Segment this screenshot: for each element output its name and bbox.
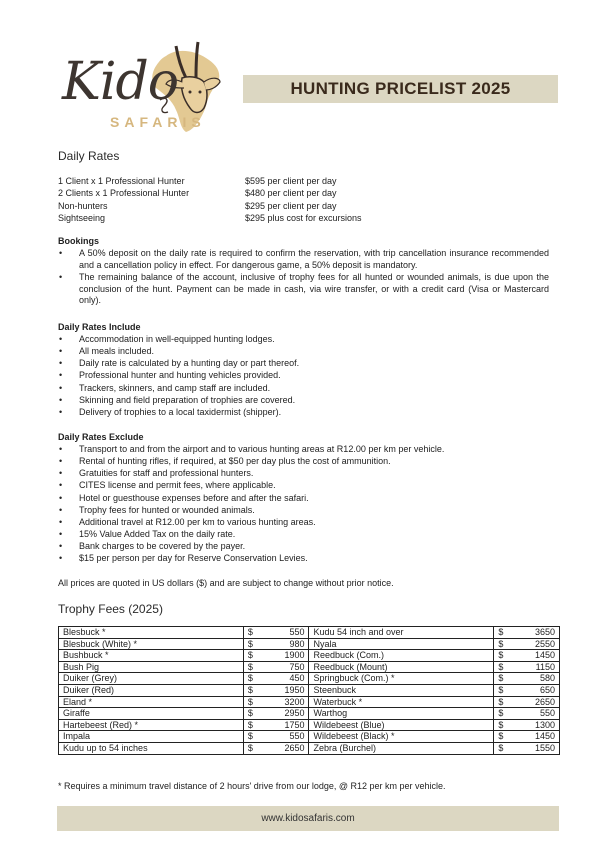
- currency-symbol: $: [494, 696, 514, 708]
- includes-heading: Daily Rates Include: [58, 322, 141, 332]
- includes-item: • Skinning and field preparation of trophies are covered.: [58, 395, 549, 407]
- price-value: 3650: [514, 627, 560, 639]
- animal-name: Bushbuck *: [59, 650, 244, 662]
- currency-symbol: $: [243, 731, 263, 743]
- excludes-item: • Bank charges to be covered by the payer.: [58, 541, 549, 553]
- excludes-item: • Gratuities for staff and professional hunters.: [58, 468, 549, 480]
- bookings-section: [58, 236, 549, 308]
- price-value: 1150: [514, 661, 560, 673]
- includes-item: • Professional hunter and hunting vehicles provided.: [58, 370, 549, 382]
- currency-symbol: $: [243, 719, 263, 731]
- includes-section: [58, 322, 549, 419]
- price-value: 550: [263, 627, 309, 639]
- currency-symbol: $: [243, 684, 263, 696]
- page-title: HUNTING PRICELIST 2025: [290, 79, 511, 98]
- currency-symbol: $: [243, 673, 263, 685]
- animal-name: Eland *: [59, 696, 244, 708]
- currency-symbol: $: [494, 661, 514, 673]
- daily-rates-heading: Daily Rates: [58, 149, 120, 163]
- currency-symbol: $: [494, 731, 514, 743]
- animal-name: Wildebeest (Black) *: [309, 731, 494, 743]
- bookings-heading: Bookings: [58, 236, 100, 246]
- currency-symbol: $: [243, 650, 263, 662]
- trophy-row: [59, 731, 560, 743]
- currency-symbol: $: [243, 696, 263, 708]
- rate-row: [58, 175, 362, 187]
- animal-name: Nyala: [309, 638, 494, 650]
- currency-symbol: $: [243, 661, 263, 673]
- price-value: 2650: [263, 742, 309, 754]
- excludes-section: [58, 432, 549, 566]
- rate-value: $480 per client per day: [245, 188, 337, 199]
- excludes-item: • Transport to and from the airport and to various hunting areas at R12.00 per km per vehicle.: [58, 444, 549, 456]
- includes-item: • Accommodation in well-equipped hunting lodges.: [58, 334, 549, 346]
- currency-symbol: $: [243, 627, 263, 639]
- excludes-item: • Rental of hunting rifles, if required, at $50 per day plus the cost of ammunition.: [58, 456, 549, 468]
- rate-row: [58, 212, 362, 224]
- currency-symbol: $: [243, 708, 263, 720]
- rate-label: 1 Client x 1 Professional Hunter: [58, 176, 185, 186]
- includes-item: • Trackers, skinners, and camp staff are included.: [58, 383, 549, 395]
- price-value: 1950: [263, 684, 309, 696]
- currency-symbol: $: [494, 673, 514, 685]
- excludes-item: • 15% Value Added Tax on the daily rate.: [58, 529, 549, 541]
- trophy-row: [59, 650, 560, 662]
- excludes-heading: Daily Rates Exclude: [58, 432, 144, 442]
- animal-name: Warthog: [309, 708, 494, 720]
- rate-label: Non-hunters: [58, 200, 108, 211]
- rate-row: [58, 187, 362, 199]
- title-banner: [243, 75, 558, 103]
- price-value: 1450: [514, 731, 560, 743]
- rate-value: $295 per client per day: [245, 200, 337, 211]
- bookings-item: • A 50% deposit on the daily rate is required to confirm the reservation, with trip cancellation insurance recommended and a cancellation policy in effect. For dangerous game, a 50% deposit is mandatory.: [58, 248, 549, 272]
- website-link[interactable]: www.kidosafaris.com: [261, 813, 355, 824]
- excludes-item: • Trophy fees for hunted or wounded animals.: [58, 505, 549, 517]
- currency-symbol: $: [494, 742, 514, 754]
- excludes-item: • CITES license and permit fees, where applicable.: [58, 480, 549, 492]
- price-value: 1550: [514, 742, 560, 754]
- includes-item: • Delivery of trophies to a local taxidermist (shipper).: [58, 407, 549, 419]
- price-value: 1750: [263, 719, 309, 731]
- animal-name: Springbuck (Com.) *: [309, 673, 494, 685]
- includes-item: • Daily rate is calculated by a hunting day or part thereof.: [58, 358, 549, 370]
- animal-name: Hartebeest (Red) *: [59, 719, 244, 731]
- currency-symbol: $: [243, 638, 263, 650]
- excludes-item: • Hotel or guesthouse expenses before and after the safari.: [58, 493, 549, 505]
- currency-symbol: $: [494, 684, 514, 696]
- animal-name: Kudu up to 54 inches: [59, 742, 244, 754]
- price-value: 3200: [263, 696, 309, 708]
- animal-name: Bush Pig: [59, 661, 244, 673]
- excludes-item: • Additional travel at R12.00 per km to various hunting areas.: [58, 517, 549, 529]
- price-value: 580: [514, 673, 560, 685]
- price-value: 1900: [263, 650, 309, 662]
- trophy-row: [59, 696, 560, 708]
- animal-name: Blesbuck *: [59, 627, 244, 639]
- price-value: 1300: [514, 719, 560, 731]
- includes-item: • All meals included.: [58, 346, 549, 358]
- company-logo: [52, 36, 232, 136]
- brand-name: Kido: [62, 52, 179, 112]
- trophy-row: [59, 742, 560, 754]
- price-value: 980: [263, 638, 309, 650]
- currency-symbol: $: [494, 638, 514, 650]
- animal-name: Kudu 54 inch and over: [309, 627, 494, 639]
- trophy-row: [59, 708, 560, 720]
- price-value: 450: [263, 673, 309, 685]
- price-value: 2650: [514, 696, 560, 708]
- animal-name: Giraffe: [59, 708, 244, 720]
- price-value: 2950: [263, 708, 309, 720]
- rate-label: Sightseeing: [58, 212, 106, 223]
- excludes-item: • $15 per person per day for Reserve Conservation Levies.: [58, 553, 549, 565]
- trophy-row: [59, 719, 560, 731]
- footer-banner: [57, 806, 559, 831]
- rate-row: [58, 200, 362, 212]
- price-value: 550: [263, 731, 309, 743]
- currency-symbol: $: [494, 627, 514, 639]
- animal-name: Blesbuck (White) *: [59, 638, 244, 650]
- trophy-row: [59, 638, 560, 650]
- animal-name: Reedbuck (Mount): [309, 661, 494, 673]
- trophy-row: [59, 684, 560, 696]
- trophy-fees-heading: Trophy Fees (2025): [58, 602, 163, 616]
- trophy-row: [59, 627, 560, 639]
- currency-note: All prices are quoted in US dollars ($) and are subject to change without prior notice.: [58, 578, 394, 588]
- animal-name: Waterbuck *: [309, 696, 494, 708]
- brand-subtitle: SAFARIS: [110, 114, 206, 130]
- trophy-footnote: * Requires a minimum travel distance of 2 hours' drive from our lodge, @ R12 per km per vehicle.: [58, 781, 446, 791]
- daily-rates-list: [58, 175, 362, 224]
- animal-name: Duiker (Red): [59, 684, 244, 696]
- animal-name: Steenbuck: [309, 684, 494, 696]
- price-value: 750: [263, 661, 309, 673]
- rate-value: $595 per client per day: [245, 176, 337, 186]
- trophy-row: [59, 661, 560, 673]
- price-value: 2550: [514, 638, 560, 650]
- animal-name: Impala: [59, 731, 244, 743]
- price-value: 550: [514, 708, 560, 720]
- rate-label: 2 Clients x 1 Professional Hunter: [58, 188, 190, 199]
- animal-name: Reedbuck (Com.): [309, 650, 494, 662]
- trophy-row: [59, 673, 560, 685]
- animal-name: Wildebeest (Blue): [309, 719, 494, 731]
- bookings-item: • The remaining balance of the account, inclusive of trophy fees for all hunted or wounded animals, is due upon the conclusion of the hunt. Payment can be made in cash, via wire transfer, or with a credit card (Visa or Mastercard only).: [58, 272, 549, 307]
- price-value: 650: [514, 684, 560, 696]
- currency-symbol: $: [494, 708, 514, 720]
- trophy-fees-table: [58, 626, 560, 755]
- animal-name: Zebra (Burchel): [309, 742, 494, 754]
- currency-symbol: $: [494, 719, 514, 731]
- animal-name: Duiker (Grey): [59, 673, 244, 685]
- rate-value: $295 plus cost for excursions: [245, 212, 362, 223]
- price-value: 1450: [514, 650, 560, 662]
- currency-symbol: $: [243, 742, 263, 754]
- currency-symbol: $: [494, 650, 514, 662]
